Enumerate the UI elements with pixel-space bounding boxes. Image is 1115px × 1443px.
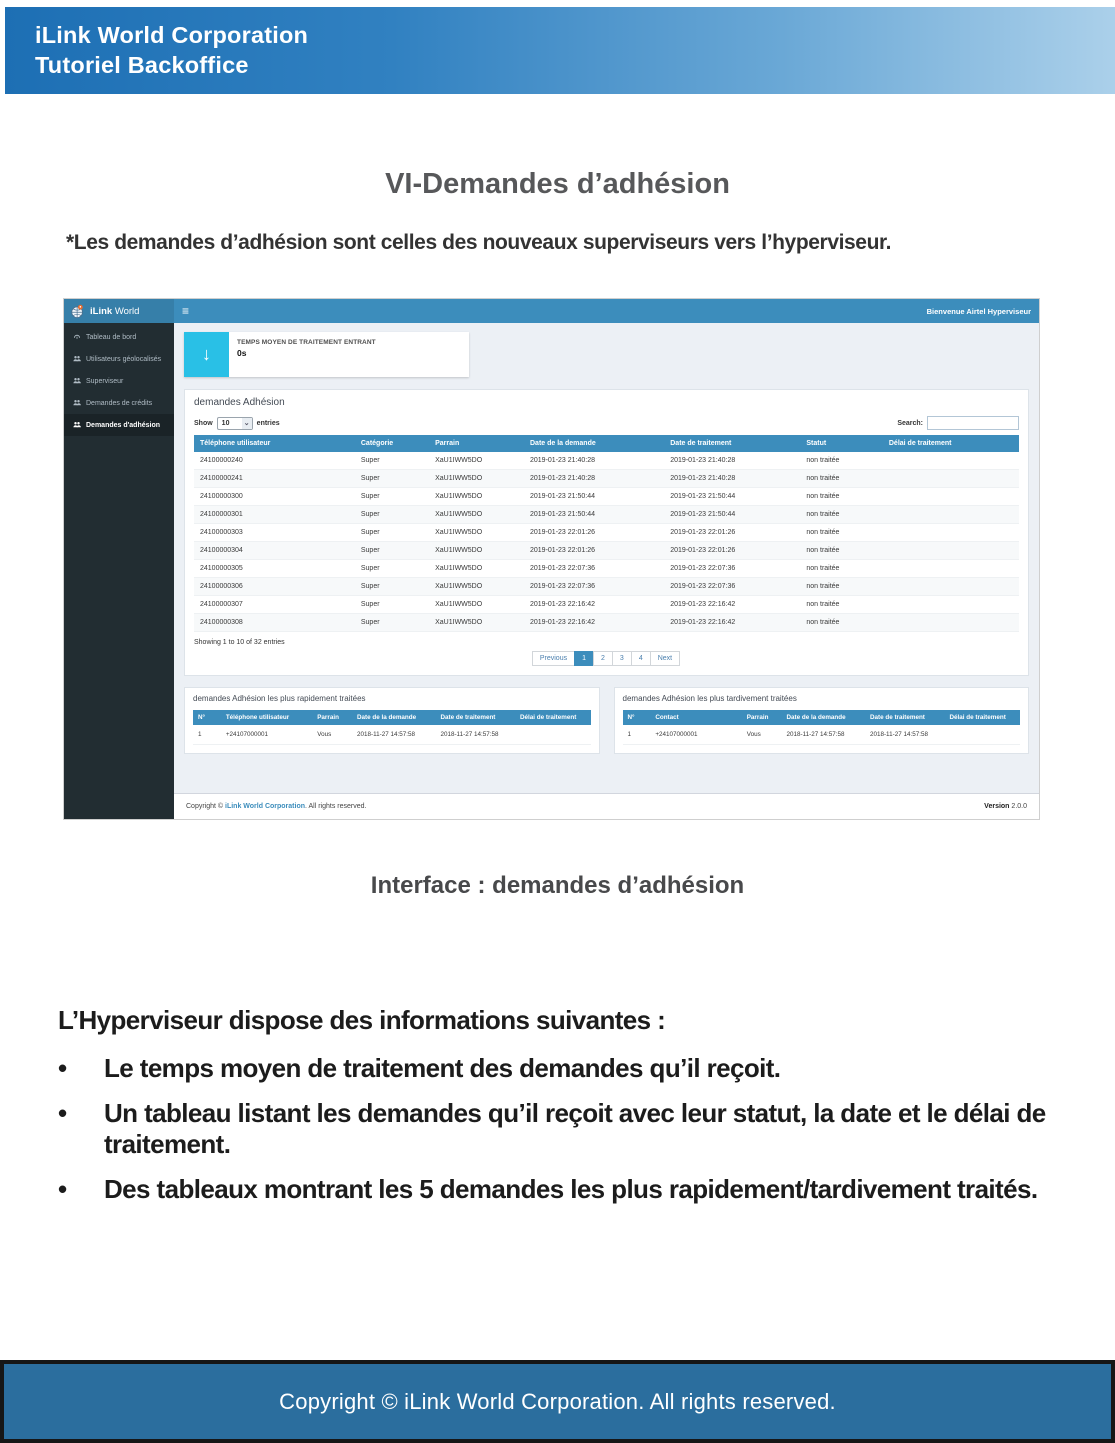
table-cell: non traitée	[800, 560, 883, 578]
brand-text: iLink World	[90, 305, 140, 317]
table-cell: 24100000241	[194, 470, 355, 488]
table-cell: +24107000001	[650, 725, 741, 745]
column-header-categorie[interactable]: Catégorie	[355, 435, 429, 452]
table-row	[194, 524, 1019, 542]
page-button-3[interactable]: 3	[612, 651, 632, 666]
column-header-telephone-utilisateur[interactable]: Téléphone utilisateur	[221, 710, 312, 725]
table-cell: non traitée	[800, 470, 883, 488]
bullet-marker: •	[58, 1053, 67, 1083]
table-row	[194, 452, 1019, 470]
table-cell: 24100000303	[194, 524, 355, 542]
table-cell: Super	[355, 452, 429, 470]
column-header-date-de-la-demande[interactable]: Date de la demande	[524, 435, 664, 452]
table-cell	[883, 452, 1019, 470]
table-cell: XaU1IWW5DO	[429, 488, 524, 506]
info-block	[58, 1005, 1075, 1219]
table-cell: 24100000301	[194, 506, 355, 524]
table-cell: Super	[355, 578, 429, 596]
column-header-delai-de-traitement[interactable]: Délai de traitement	[883, 435, 1019, 452]
table-cell: XaU1IWW5DO	[429, 614, 524, 632]
table-cell: non traitée	[800, 506, 883, 524]
widget-label: TEMPS MOYEN DE TRAITEMENT ENTRANT	[237, 339, 376, 346]
table-cell: non traitée	[800, 596, 883, 614]
search-input[interactable]	[927, 416, 1019, 430]
sidebar-item-label: Utilisateurs géolocalisés	[86, 355, 162, 363]
sidebar-item-demandes-de-credits[interactable]	[64, 392, 174, 414]
table-cell: 2019-01-23 21:50:44	[524, 488, 664, 506]
table-cell: non traitée	[800, 578, 883, 596]
column-header-date-de-traitement[interactable]: Date de traitement	[664, 435, 800, 452]
fastest-treated-table	[193, 710, 591, 745]
table-cell: XaU1IWW5DO	[429, 596, 524, 614]
search-control	[897, 416, 1019, 430]
table-cell	[883, 506, 1019, 524]
app-navbar	[174, 299, 1039, 323]
panel-title: demandes Adhésion	[194, 397, 285, 408]
table-cell: 1	[623, 725, 651, 745]
bottom-panels	[184, 687, 1029, 754]
table-cell	[883, 596, 1019, 614]
info-heading: L’Hyperviseur dispose des informations suivantes :	[58, 1005, 666, 1035]
globe-pin-icon	[70, 304, 85, 319]
table-cell: 2019-01-23 22:07:36	[664, 578, 800, 596]
table-cell: XaU1IWW5DO	[429, 578, 524, 596]
page-size-select[interactable]: 10 ⌄	[217, 417, 253, 430]
table-cell: 1	[193, 725, 221, 745]
table-cell: Vous	[742, 725, 782, 745]
users-icon	[73, 355, 81, 363]
intro-note: *Les demandes d’adhésion sont celles des nouveaux superviseurs vers l’hyperviseur.	[66, 231, 892, 254]
welcome-text: Bienvenue Airtel Hyperviseur	[926, 306, 1031, 316]
table-cell	[515, 725, 591, 745]
table-cell	[883, 470, 1019, 488]
app-footer	[174, 793, 1039, 819]
sidebar-item-utilisateurs-geolocalises[interactable]	[64, 348, 174, 370]
table-cell: 2019-01-23 21:40:28	[664, 452, 800, 470]
table-row	[194, 560, 1019, 578]
table-cell: 24100000304	[194, 542, 355, 560]
sidebar-item-demandes-d-adhesion[interactable]	[64, 414, 174, 436]
show-label: Show	[194, 419, 213, 427]
entries-label: entries	[256, 419, 280, 427]
page-button-4[interactable]: 4	[631, 651, 651, 666]
doc-header-line2: Tutoriel Backoffice	[35, 52, 249, 78]
table-cell: Vous	[312, 725, 352, 745]
table-cell	[883, 578, 1019, 596]
bullet-text: Des tableaux montrant les 5 demandes les plus rapidement/tardivement traités.	[104, 1174, 1038, 1204]
table-cell: 2019-01-23 22:07:36	[524, 560, 664, 578]
table-cell: 2019-01-23 22:16:42	[664, 596, 800, 614]
table-cell: XaU1IWW5DO	[429, 470, 524, 488]
bullet-list	[58, 1053, 1075, 1205]
sidebar-toggle-hamburger-icon[interactable]: ≡	[182, 304, 190, 318]
table-cell	[944, 725, 1020, 745]
sidebar-item-superviseur[interactable]	[64, 370, 174, 392]
column-header-parrain[interactable]: Parrain	[429, 435, 524, 452]
table-cell: Super	[355, 506, 429, 524]
table-cell: 2019-01-23 22:07:36	[664, 560, 800, 578]
sidebar-item-label: Tableau de bord	[86, 333, 137, 341]
bullet-marker: •	[58, 1174, 67, 1204]
column-header-date-de-traitement[interactable]: Date de traitement	[865, 710, 945, 725]
users-icon	[73, 421, 81, 429]
column-header-statut[interactable]: Statut	[800, 435, 883, 452]
column-header-n[interactable]: N°	[623, 710, 651, 725]
page-size-control	[194, 417, 280, 430]
table-cell: Super	[355, 560, 429, 578]
pagination	[194, 651, 1019, 666]
figure-caption: Interface : demandes d’adhésion	[370, 872, 745, 899]
table-cell: 24100000300	[194, 488, 355, 506]
table-row	[623, 725, 1021, 745]
table-cell: non traitée	[800, 488, 883, 506]
sidebar-item-label: Demandes d'adhésion	[86, 421, 161, 429]
table-cell: Super	[355, 488, 429, 506]
column-header-contact[interactable]: Contact	[650, 710, 741, 725]
sidebar-item-label: Demandes de crédits	[86, 399, 153, 407]
table-cell	[883, 614, 1019, 632]
sidebar	[64, 323, 174, 819]
table-cell: XaU1IWW5DO	[429, 524, 524, 542]
table-cell: 2019-01-23 21:40:28	[524, 470, 664, 488]
table-cell	[883, 542, 1019, 560]
panel-title: demandes Adhésion les plus tardivement traitées	[622, 694, 797, 703]
app-version: Version 2.0.0	[984, 803, 1027, 810]
content-area	[174, 323, 1039, 793]
bullet-marker: •	[58, 1098, 67, 1128]
fastest-treated-panel	[184, 687, 600, 754]
table-cell: Super	[355, 524, 429, 542]
bullet-item	[58, 1174, 1075, 1205]
table-cell: 2019-01-23 21:40:28	[664, 470, 800, 488]
app-screenshot	[63, 298, 1040, 820]
table-cell: Super	[355, 596, 429, 614]
widget-value: 0s	[237, 348, 247, 358]
table-cell: 2019-01-23 22:16:42	[664, 614, 800, 632]
table-cell: 2018-11-27 14:57:58	[435, 725, 515, 745]
table-cell: non traitée	[800, 614, 883, 632]
bullet-text: Le temps moyen de traitement des demandes qu’il reçoit.	[104, 1053, 781, 1083]
table-cell: 2019-01-23 21:50:44	[524, 506, 664, 524]
sidebar-item-label: Superviseur	[86, 377, 124, 385]
table-row	[194, 470, 1019, 488]
table-cell: 2018-11-27 14:57:58	[865, 725, 945, 745]
table-cell: non traitée	[800, 452, 883, 470]
column-header-date-de-la-demande[interactable]: Date de la demande	[352, 710, 435, 725]
table-cell: 2019-01-23 22:16:42	[524, 614, 664, 632]
table-cell: 24100000307	[194, 596, 355, 614]
avg-time-widget	[184, 332, 469, 377]
column-header-n[interactable]: N°	[193, 710, 221, 725]
demandes-table	[194, 435, 1019, 632]
page-button-previous[interactable]: Previous	[532, 651, 575, 666]
column-header-telephone-utilisateur[interactable]: Téléphone utilisateur	[194, 435, 355, 452]
table-cell: XaU1IWW5DO	[429, 506, 524, 524]
table-row	[194, 506, 1019, 524]
table-row	[194, 596, 1019, 614]
table-cell: 2019-01-23 22:01:26	[664, 542, 800, 560]
table-cell: 2019-01-23 22:07:36	[524, 578, 664, 596]
table-row	[194, 614, 1019, 632]
table-cell	[883, 560, 1019, 578]
table-cell: 2018-11-27 14:57:58	[781, 725, 864, 745]
table-controls	[194, 416, 1019, 430]
table-cell: 2019-01-23 21:50:44	[664, 488, 800, 506]
table-cell: 24100000308	[194, 614, 355, 632]
table-cell: 2019-01-23 22:01:26	[524, 542, 664, 560]
users-icon	[73, 377, 81, 385]
column-header-delai-de-traitement[interactable]: Délai de traitement	[515, 710, 591, 725]
down-arrow-icon: ↓	[184, 332, 229, 377]
table-cell	[883, 488, 1019, 506]
demandes-adhesion-panel	[184, 389, 1029, 676]
table-row	[193, 725, 591, 745]
table-cell: non traitée	[800, 524, 883, 542]
chevron-down-icon: ⌄	[242, 418, 252, 429]
column-header-delai-de-traitement[interactable]: Délai de traitement	[944, 710, 1020, 725]
search-label: Search:	[897, 419, 923, 427]
page-footer-text: Copyright © iLink World Corporation. All rights reserved.	[279, 1388, 836, 1414]
column-header-parrain[interactable]: Parrain	[312, 710, 352, 725]
sidebar-item-tableau-de-bord[interactable]	[64, 326, 174, 348]
table-cell: 2019-01-23 22:01:26	[664, 524, 800, 542]
column-header-date-de-traitement[interactable]: Date de traitement	[435, 710, 515, 725]
table-cell: 2019-01-23 21:40:28	[524, 452, 664, 470]
bullet-item	[58, 1053, 1075, 1084]
table-cell: Super	[355, 470, 429, 488]
table-cell: XaU1IWW5DO	[429, 560, 524, 578]
table-cell: 2019-01-23 22:01:26	[524, 524, 664, 542]
table-cell: 2018-11-27 14:57:58	[352, 725, 435, 745]
section-title: VI-Demandes d’adhésion	[385, 168, 730, 200]
panel-title: demandes Adhésion les plus rapidement traitées	[193, 694, 366, 703]
app-copyright: Copyright © iLink World Corporation. All rights reserved.	[186, 803, 367, 810]
page-button-1[interactable]: 1	[574, 651, 594, 666]
table-cell: 24100000305	[194, 560, 355, 578]
table-cell: non traitée	[800, 542, 883, 560]
table-cell	[883, 524, 1019, 542]
dashboard-icon	[73, 333, 81, 341]
ilink-corporation-link[interactable]: iLink World Corporation	[225, 803, 305, 810]
page-footer-bar	[0, 1360, 1115, 1443]
doc-header-line1: iLink World Corporation	[35, 22, 309, 48]
column-header-parrain[interactable]: Parrain	[742, 710, 782, 725]
widget-text	[229, 332, 384, 377]
table-cell: 24100000306	[194, 578, 355, 596]
column-header-date-de-la-demande[interactable]: Date de la demande	[781, 710, 864, 725]
table-cell: 24100000240	[194, 452, 355, 470]
table-cell: 2019-01-23 21:50:44	[664, 506, 800, 524]
table-row	[194, 542, 1019, 560]
table-cell: Super	[355, 542, 429, 560]
users-icon	[73, 399, 81, 407]
document-header-banner	[5, 7, 1115, 94]
table-row	[194, 578, 1019, 596]
slowest-treated-table	[623, 710, 1021, 745]
app-logo[interactable]	[64, 299, 174, 323]
table-cell: +24107000001	[221, 725, 312, 745]
showing-entries-text: Showing 1 to 10 of 32 entries	[194, 639, 285, 646]
slowest-treated-panel	[614, 687, 1030, 754]
table-cell: Super	[355, 614, 429, 632]
table-cell: XaU1IWW5DO	[429, 542, 524, 560]
table-row	[194, 488, 1019, 506]
bullet-text: Un tableau listant les demandes qu’il reçoit avec leur statut, la date et le délai de traitement.	[104, 1098, 1046, 1159]
table-cell: 2019-01-23 22:16:42	[524, 596, 664, 614]
table-cell: XaU1IWW5DO	[429, 452, 524, 470]
app-topbar	[64, 299, 1039, 323]
page-button-2[interactable]: 2	[593, 651, 613, 666]
page-button-next[interactable]: Next	[650, 651, 680, 666]
bullet-item	[58, 1098, 1075, 1160]
